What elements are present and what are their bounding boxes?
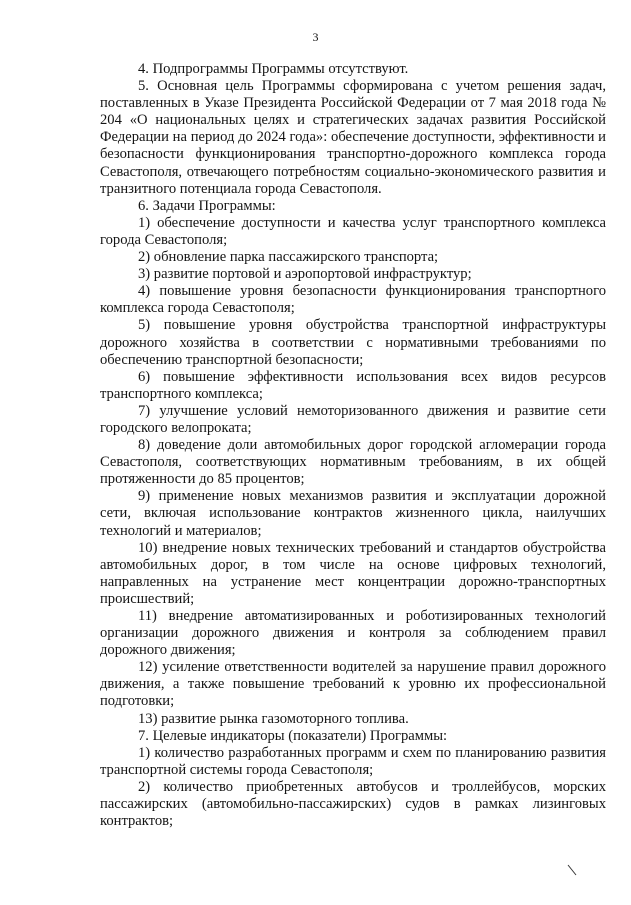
- indicator-item: 1) количество разработанных программ и схем по планированию развития транспортной системы города Севастополя;: [100, 744, 606, 778]
- task-item: 3) развитие портовой и аэропортовой инфраструктур;: [138, 266, 472, 283]
- task-item: 10) внедрение новых технических требований и стандартов обустройства автомобильных дорог, в том числе на основе цифровых технологий, направленных на устранение мест концентрации дорожно-транспортных происшествий;: [100, 539, 606, 607]
- task-item: 1) обеспечение доступности и качества услуг транспортного комплекса города Севастополя;: [100, 214, 606, 248]
- task-item: 13) развитие рынка газомоторного топлива.: [138, 710, 409, 727]
- paragraph-subprograms: 4. Подпрограммы Программы отсутствуют.: [138, 61, 409, 77]
- task-item: 12) усиление ответственности водителей за нарушение правил дорожного движения, а также повышение требований к уровню их профессиональной подготовки;: [100, 659, 606, 710]
- paragraph-main-goal: 5. Основная цель Программы сформирована с учетом решения задач, поставленных в Указе Президента Российской Федерации от 7 мая 2018 года № 204 «О национальных целях и стратегических задачах развития Российской Федерации на период до 2024 года»: обеспечение доступности, эффективности и безопасности функционирования транспортно-дорожного комплекса города Севастополя, отвечающего потребностям социально-экономического развития и транзитного потенциала города Севастополя.: [100, 78, 606, 197]
- pen-mark-icon: [566, 864, 578, 876]
- task-item: 4) повышение уровня безопасности функционирования транспортного комплекса города Севастополя;: [100, 283, 606, 317]
- indicator-item: 2) количество приобретенных автобусов и троллейбусов, морских пассажирских (автомобильно-пассажирских) судов в рамках лизинговых контрактов;: [100, 778, 606, 830]
- task-item: 11) внедрение автоматизированных и роботизированных технологий организации дорожного движения и контроля за соблюдением правил дорожного движения;: [100, 608, 606, 659]
- task-item: 5) повышение уровня обустройства транспортной инфраструктуры дорожного хозяйства в соответствии с нормативными требованиями по обеспечению транспортной безопасности;: [100, 317, 606, 368]
- task-item: 7) улучшение условий немоторизованного движения и развитие сети городского велопроката;: [100, 402, 606, 436]
- task-item: 2) обновление парка пассажирского транспорта;: [138, 249, 439, 266]
- document-body: [100, 61, 606, 830]
- paragraph-tasks-heading: 6. Задачи Программы:: [138, 197, 276, 214]
- page-number: 3: [312, 30, 319, 44]
- task-item: 6) повышение эффективности использования всех видов ресурсов транспортного комплекса;: [100, 368, 606, 402]
- task-item: 8) доведение доли автомобильных дорог городской агломерации города Севастополя, соответствующих нормативным требованиям, в их общей протяженности до 85 процентов;: [100, 437, 606, 488]
- task-item: 9) применение новых механизмов развития и эксплуатации дорожной сети, включая использование контрактов жизненного цикла, наилучших технологий и материалов;: [100, 488, 606, 539]
- paragraph-indicators-heading: 7. Целевые индикаторы (показатели) Программы:: [138, 727, 448, 744]
